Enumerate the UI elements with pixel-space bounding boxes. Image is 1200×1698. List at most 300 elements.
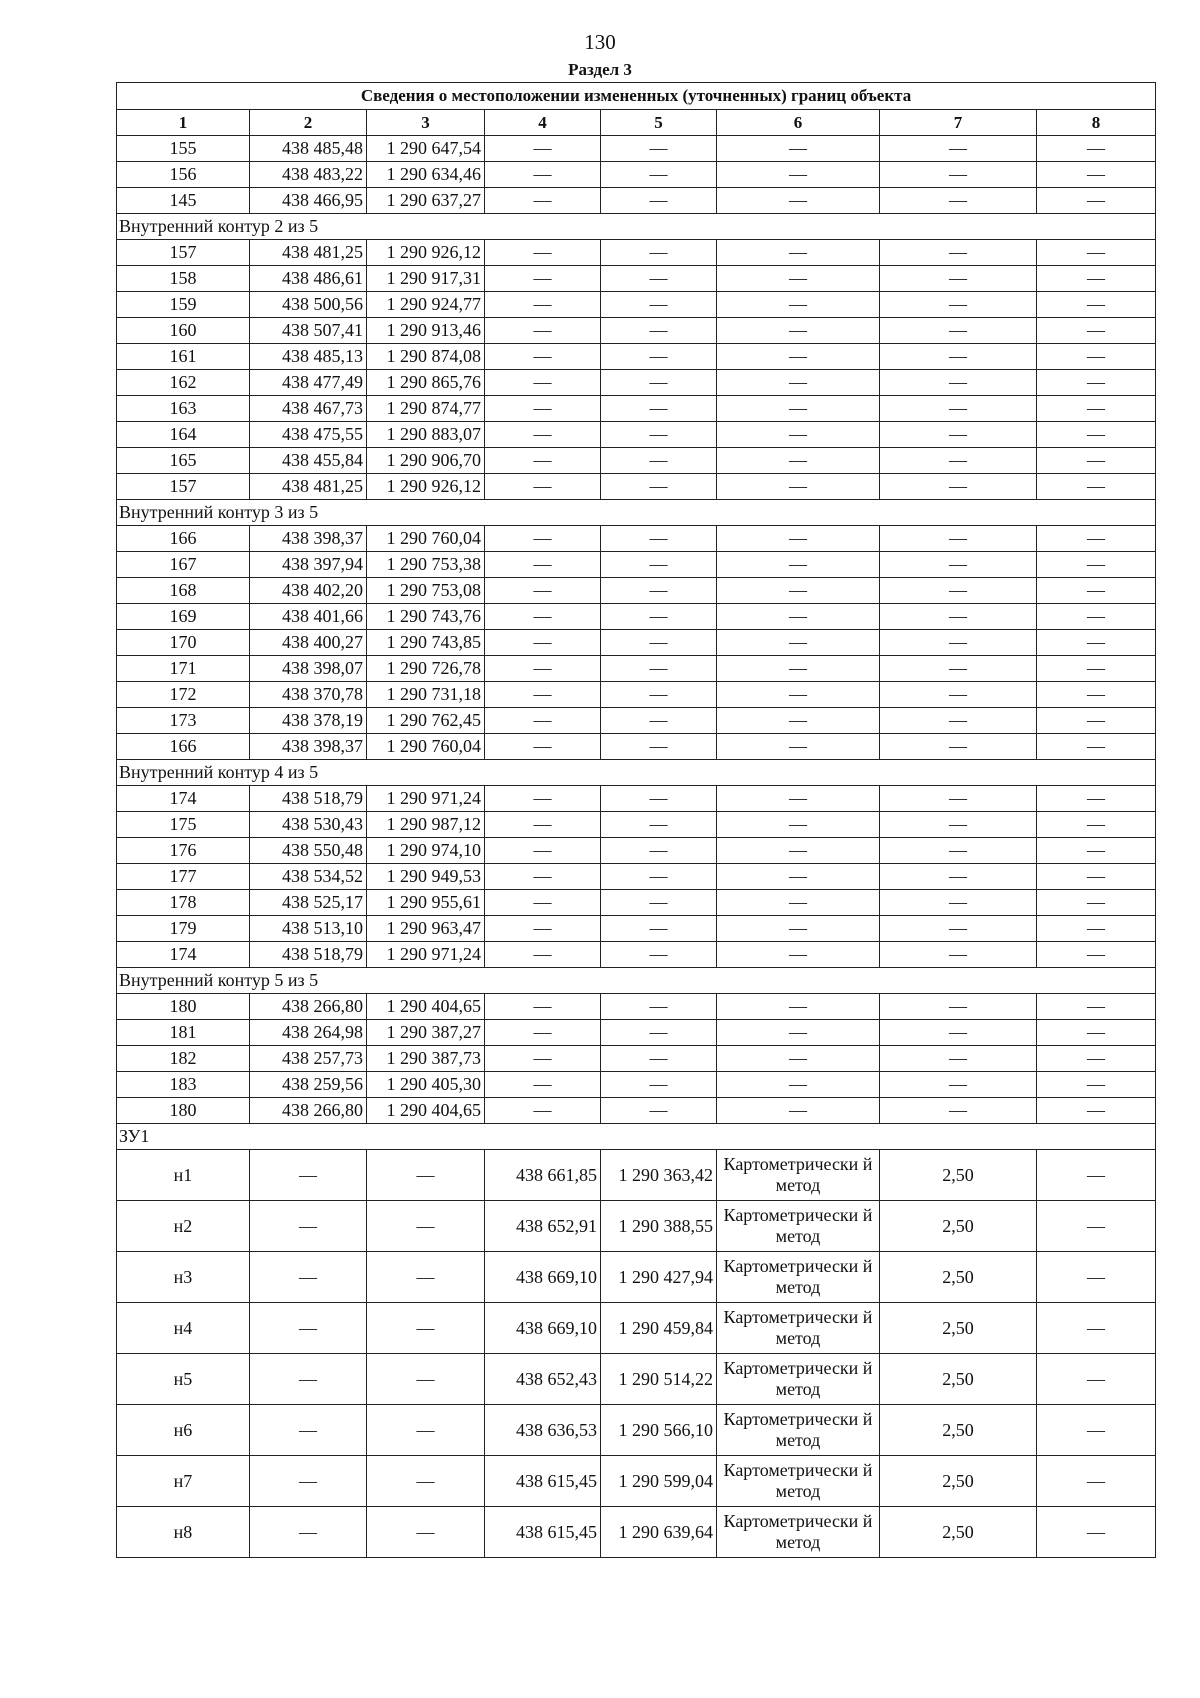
method-cell: — <box>717 916 880 942</box>
method-cell: Картометрически й метод <box>717 1201 880 1252</box>
accuracy-cell: 2,50 <box>880 1507 1037 1558</box>
accuracy-cell: — <box>880 864 1037 890</box>
accuracy-cell: — <box>880 708 1037 734</box>
point-id-cell: 166 <box>117 734 250 760</box>
y-new-coordinate-cell: — <box>601 656 717 682</box>
y-new-coordinate-cell: — <box>601 578 717 604</box>
point-id-cell: 176 <box>117 838 250 864</box>
point-row <box>117 1020 1156 1046</box>
x-new-coordinate-cell: — <box>485 318 601 344</box>
point-id-cell: 169 <box>117 604 250 630</box>
x-coordinate-cell: 438 481,25 <box>250 474 367 500</box>
column-header-6: 6 <box>717 110 880 136</box>
description-cell: — <box>1037 656 1156 682</box>
column-header-row <box>117 110 1156 136</box>
point-row <box>117 838 1156 864</box>
point-row <box>117 864 1156 890</box>
accuracy-cell: 2,50 <box>880 1405 1037 1456</box>
y-coordinate-cell: 1 290 753,08 <box>367 578 485 604</box>
point-id-cell: 164 <box>117 422 250 448</box>
method-cell: — <box>717 136 880 162</box>
accuracy-cell: — <box>880 162 1037 188</box>
contour-label: Внутренний контур 4 из 5 <box>117 760 1156 786</box>
method-cell: — <box>717 292 880 318</box>
contour-header-row <box>117 968 1156 994</box>
table-body <box>117 136 1156 1558</box>
y-new-coordinate-cell: — <box>601 266 717 292</box>
y-new-coordinate-cell: — <box>601 1046 717 1072</box>
y-new-coordinate-cell: — <box>601 318 717 344</box>
y-new-coordinate-cell: — <box>601 708 717 734</box>
x-new-coordinate-cell: 438 661,85 <box>485 1150 601 1201</box>
accuracy-cell: — <box>880 1098 1037 1124</box>
y-new-coordinate-cell: — <box>601 682 717 708</box>
x-new-coordinate-cell: — <box>485 578 601 604</box>
y-coordinate-cell: 1 290 926,12 <box>367 240 485 266</box>
point-row <box>117 318 1156 344</box>
method-cell: — <box>717 162 880 188</box>
point-id-cell: н1 <box>117 1150 250 1201</box>
new-point-row <box>117 1303 1156 1354</box>
method-cell: — <box>717 994 880 1020</box>
y-new-coordinate-cell: — <box>601 890 717 916</box>
description-cell: — <box>1037 552 1156 578</box>
accuracy-cell: — <box>880 318 1037 344</box>
method-cell: Картометрически й метод <box>717 1303 880 1354</box>
y-new-coordinate-cell: — <box>601 240 717 266</box>
x-coordinate-cell: 438 266,80 <box>250 1098 367 1124</box>
y-new-coordinate-cell: 1 290 388,55 <box>601 1201 717 1252</box>
x-coordinate-cell: 438 481,25 <box>250 240 367 266</box>
point-id-cell: 181 <box>117 1020 250 1046</box>
y-new-coordinate-cell: — <box>601 1098 717 1124</box>
page-number: 130 <box>584 30 616 54</box>
accuracy-cell: — <box>880 942 1037 968</box>
accuracy-cell: — <box>880 838 1037 864</box>
description-cell: — <box>1037 526 1156 552</box>
accuracy-cell: — <box>880 1072 1037 1098</box>
description-cell: — <box>1037 1456 1156 1507</box>
method-cell: — <box>717 604 880 630</box>
accuracy-cell: — <box>880 448 1037 474</box>
x-coordinate-cell: — <box>250 1303 367 1354</box>
y-new-coordinate-cell: — <box>601 942 717 968</box>
method-cell: — <box>717 864 880 890</box>
point-id-cell: 173 <box>117 708 250 734</box>
accuracy-cell: — <box>880 474 1037 500</box>
point-row <box>117 708 1156 734</box>
contour-header-row <box>117 214 1156 240</box>
x-coordinate-cell: — <box>250 1456 367 1507</box>
point-id-cell: 174 <box>117 786 250 812</box>
column-header-7: 7 <box>880 110 1037 136</box>
x-new-coordinate-cell: — <box>485 1098 601 1124</box>
y-coordinate-cell: — <box>367 1303 485 1354</box>
method-cell: — <box>717 1098 880 1124</box>
point-id-cell: 155 <box>117 136 250 162</box>
point-id-cell: н6 <box>117 1405 250 1456</box>
y-new-coordinate-cell: — <box>601 162 717 188</box>
description-cell: — <box>1037 266 1156 292</box>
x-new-coordinate-cell: 438 669,10 <box>485 1252 601 1303</box>
x-new-coordinate-cell: — <box>485 942 601 968</box>
point-id-cell: 175 <box>117 812 250 838</box>
y-coordinate-cell: 1 290 760,04 <box>367 734 485 760</box>
x-coordinate-cell: 438 485,13 <box>250 344 367 370</box>
description-cell: — <box>1037 1150 1156 1201</box>
x-coordinate-cell: — <box>250 1150 367 1201</box>
point-row <box>117 474 1156 500</box>
accuracy-cell: — <box>880 396 1037 422</box>
y-new-coordinate-cell: 1 290 514,22 <box>601 1354 717 1405</box>
accuracy-cell: — <box>880 578 1037 604</box>
y-coordinate-cell: 1 290 974,10 <box>367 838 485 864</box>
method-cell: — <box>717 786 880 812</box>
y-new-coordinate-cell: — <box>601 1020 717 1046</box>
column-header-2: 2 <box>250 110 367 136</box>
x-new-coordinate-cell: — <box>485 916 601 942</box>
description-cell: — <box>1037 812 1156 838</box>
x-new-coordinate-cell: — <box>485 994 601 1020</box>
contour-header-row <box>117 1124 1156 1150</box>
point-id-cell: 157 <box>117 474 250 500</box>
y-new-coordinate-cell: — <box>601 812 717 838</box>
accuracy-cell: — <box>880 994 1037 1020</box>
method-cell: Картометрически й метод <box>717 1405 880 1456</box>
x-new-coordinate-cell: — <box>485 890 601 916</box>
accuracy-cell: — <box>880 188 1037 214</box>
y-new-coordinate-cell: — <box>601 838 717 864</box>
x-coordinate-cell: 438 378,19 <box>250 708 367 734</box>
y-coordinate-cell: — <box>367 1507 485 1558</box>
description-cell: — <box>1037 136 1156 162</box>
boundary-coordinates-table <box>116 82 1156 1558</box>
y-coordinate-cell: 1 290 731,18 <box>367 682 485 708</box>
y-new-coordinate-cell: — <box>601 188 717 214</box>
y-new-coordinate-cell: — <box>601 396 717 422</box>
y-new-coordinate-cell: — <box>601 864 717 890</box>
new-point-row <box>117 1201 1156 1252</box>
point-id-cell: 170 <box>117 630 250 656</box>
y-coordinate-cell: 1 290 726,78 <box>367 656 485 682</box>
point-row <box>117 604 1156 630</box>
method-cell: — <box>717 1072 880 1098</box>
y-coordinate-cell: 1 290 762,45 <box>367 708 485 734</box>
new-point-row <box>117 1405 1156 1456</box>
point-id-cell: 161 <box>117 344 250 370</box>
point-id-cell: 174 <box>117 942 250 968</box>
y-coordinate-cell: 1 290 926,12 <box>367 474 485 500</box>
x-coordinate-cell: 438 486,61 <box>250 266 367 292</box>
y-coordinate-cell: 1 290 404,65 <box>367 1098 485 1124</box>
description-cell: — <box>1037 994 1156 1020</box>
y-coordinate-cell: 1 290 387,73 <box>367 1046 485 1072</box>
accuracy-cell: 2,50 <box>880 1150 1037 1201</box>
description-cell: — <box>1037 786 1156 812</box>
method-cell: — <box>717 370 880 396</box>
point-row <box>117 1046 1156 1072</box>
description-cell: — <box>1037 1046 1156 1072</box>
accuracy-cell: — <box>880 916 1037 942</box>
accuracy-cell: — <box>880 266 1037 292</box>
y-coordinate-cell: 1 290 743,76 <box>367 604 485 630</box>
point-row <box>117 916 1156 942</box>
x-new-coordinate-cell: 438 615,45 <box>485 1456 601 1507</box>
y-coordinate-cell: 1 290 924,77 <box>367 292 485 318</box>
point-id-cell: 177 <box>117 864 250 890</box>
description-cell: — <box>1037 578 1156 604</box>
method-cell: — <box>717 448 880 474</box>
y-new-coordinate-cell: — <box>601 630 717 656</box>
y-new-coordinate-cell: — <box>601 344 717 370</box>
point-row <box>117 734 1156 760</box>
method-cell: — <box>717 266 880 292</box>
point-id-cell: 168 <box>117 578 250 604</box>
x-coordinate-cell: 438 266,80 <box>250 994 367 1020</box>
accuracy-cell: — <box>880 812 1037 838</box>
description-cell: — <box>1037 240 1156 266</box>
new-point-row <box>117 1354 1156 1405</box>
x-coordinate-cell: 438 398,37 <box>250 734 367 760</box>
method-cell: — <box>717 630 880 656</box>
column-header-8: 8 <box>1037 110 1156 136</box>
method-cell: — <box>717 526 880 552</box>
method-cell: — <box>717 188 880 214</box>
point-id-cell: н7 <box>117 1456 250 1507</box>
point-id-cell: 160 <box>117 318 250 344</box>
x-coordinate-cell: 438 400,27 <box>250 630 367 656</box>
y-new-coordinate-cell: 1 290 427,94 <box>601 1252 717 1303</box>
method-cell: — <box>717 890 880 916</box>
x-new-coordinate-cell: — <box>485 630 601 656</box>
point-id-cell: 183 <box>117 1072 250 1098</box>
x-new-coordinate-cell: — <box>485 682 601 708</box>
point-id-cell: 145 <box>117 188 250 214</box>
x-coordinate-cell: 438 550,48 <box>250 838 367 864</box>
point-row <box>117 136 1156 162</box>
method-cell: — <box>717 552 880 578</box>
method-cell: — <box>717 838 880 864</box>
point-id-cell: н3 <box>117 1252 250 1303</box>
y-new-coordinate-cell: — <box>601 474 717 500</box>
x-coordinate-cell: 438 534,52 <box>250 864 367 890</box>
accuracy-cell: — <box>880 1020 1037 1046</box>
point-row <box>117 448 1156 474</box>
description-cell: — <box>1037 682 1156 708</box>
x-new-coordinate-cell: — <box>485 136 601 162</box>
x-new-coordinate-cell: — <box>485 162 601 188</box>
point-row <box>117 292 1156 318</box>
x-new-coordinate-cell: — <box>485 526 601 552</box>
y-new-coordinate-cell: — <box>601 786 717 812</box>
x-coordinate-cell: — <box>250 1252 367 1303</box>
point-row <box>117 240 1156 266</box>
x-new-coordinate-cell: — <box>485 474 601 500</box>
contour-label: Внутренний контур 2 из 5 <box>117 214 1156 240</box>
accuracy-cell: — <box>880 1046 1037 1072</box>
method-cell: Картометрически й метод <box>717 1150 880 1201</box>
method-cell: — <box>717 708 880 734</box>
x-new-coordinate-cell: 438 615,45 <box>485 1507 601 1558</box>
method-cell: Картометрически й метод <box>717 1456 880 1507</box>
point-id-cell: н5 <box>117 1354 250 1405</box>
x-coordinate-cell: 438 467,73 <box>250 396 367 422</box>
x-new-coordinate-cell: — <box>485 344 601 370</box>
y-coordinate-cell: 1 290 743,85 <box>367 630 485 656</box>
accuracy-cell: — <box>880 370 1037 396</box>
accuracy-cell: 2,50 <box>880 1252 1037 1303</box>
accuracy-cell: — <box>880 786 1037 812</box>
x-coordinate-cell: 438 518,79 <box>250 786 367 812</box>
description-cell: — <box>1037 188 1156 214</box>
method-cell: — <box>717 422 880 448</box>
description-cell: — <box>1037 162 1156 188</box>
y-coordinate-cell: 1 290 906,70 <box>367 448 485 474</box>
method-cell: — <box>717 240 880 266</box>
x-new-coordinate-cell: — <box>485 422 601 448</box>
accuracy-cell: — <box>880 422 1037 448</box>
new-point-row <box>117 1456 1156 1507</box>
accuracy-cell: — <box>880 734 1037 760</box>
description-cell: — <box>1037 422 1156 448</box>
y-coordinate-cell: 1 290 387,27 <box>367 1020 485 1046</box>
point-id-cell: 172 <box>117 682 250 708</box>
point-id-cell: н4 <box>117 1303 250 1354</box>
point-row <box>117 942 1156 968</box>
method-cell: — <box>717 656 880 682</box>
column-header-5: 5 <box>601 110 717 136</box>
method-cell: — <box>717 1020 880 1046</box>
x-coordinate-cell: 438 398,37 <box>250 526 367 552</box>
point-row <box>117 630 1156 656</box>
y-coordinate-cell: 1 290 987,12 <box>367 812 485 838</box>
contour-header-row <box>117 500 1156 526</box>
y-coordinate-cell: 1 290 637,27 <box>367 188 485 214</box>
method-cell: — <box>717 578 880 604</box>
point-row <box>117 1072 1156 1098</box>
section-title: Раздел 3 <box>568 60 632 79</box>
y-coordinate-cell: — <box>367 1354 485 1405</box>
y-coordinate-cell: 1 290 760,04 <box>367 526 485 552</box>
point-id-cell: 162 <box>117 370 250 396</box>
x-coordinate-cell: 438 485,48 <box>250 136 367 162</box>
y-new-coordinate-cell: 1 290 459,84 <box>601 1303 717 1354</box>
description-cell: — <box>1037 344 1156 370</box>
new-point-row <box>117 1252 1156 1303</box>
point-id-cell: н8 <box>117 1507 250 1558</box>
y-new-coordinate-cell: — <box>601 370 717 396</box>
y-new-coordinate-cell: — <box>601 448 717 474</box>
accuracy-cell: — <box>880 136 1037 162</box>
accuracy-cell: — <box>880 240 1037 266</box>
description-cell: — <box>1037 838 1156 864</box>
x-new-coordinate-cell: — <box>485 292 601 318</box>
description-cell: — <box>1037 942 1156 968</box>
contour-label: ЗУ1 <box>117 1124 1156 1150</box>
description-cell: — <box>1037 1405 1156 1456</box>
y-coordinate-cell: 1 290 949,53 <box>367 864 485 890</box>
accuracy-cell: — <box>880 656 1037 682</box>
description-cell: — <box>1037 1072 1156 1098</box>
y-coordinate-cell: — <box>367 1405 485 1456</box>
method-cell: Картометрически й метод <box>717 1507 880 1558</box>
y-coordinate-cell: 1 290 647,54 <box>367 136 485 162</box>
y-coordinate-cell: 1 290 955,61 <box>367 890 485 916</box>
y-new-coordinate-cell: — <box>601 1072 717 1098</box>
x-coordinate-cell: 438 397,94 <box>250 552 367 578</box>
point-id-cell: 163 <box>117 396 250 422</box>
new-point-row <box>117 1150 1156 1201</box>
x-coordinate-cell: 438 525,17 <box>250 890 367 916</box>
y-new-coordinate-cell: — <box>601 422 717 448</box>
column-header-4: 4 <box>485 110 601 136</box>
y-new-coordinate-cell: 1 290 599,04 <box>601 1456 717 1507</box>
accuracy-cell: — <box>880 552 1037 578</box>
y-new-coordinate-cell: — <box>601 994 717 1020</box>
description-cell: — <box>1037 890 1156 916</box>
method-cell: — <box>717 682 880 708</box>
y-coordinate-cell: 1 290 971,24 <box>367 786 485 812</box>
x-coordinate-cell: 438 259,56 <box>250 1072 367 1098</box>
x-new-coordinate-cell: 438 636,53 <box>485 1405 601 1456</box>
description-cell: — <box>1037 474 1156 500</box>
y-coordinate-cell: 1 290 913,46 <box>367 318 485 344</box>
x-new-coordinate-cell: — <box>485 708 601 734</box>
description-cell: — <box>1037 448 1156 474</box>
y-coordinate-cell: 1 290 404,65 <box>367 994 485 1020</box>
description-cell: — <box>1037 318 1156 344</box>
description-cell: — <box>1037 630 1156 656</box>
y-coordinate-cell: 1 290 405,30 <box>367 1072 485 1098</box>
point-row <box>117 422 1156 448</box>
point-id-cell: 180 <box>117 1098 250 1124</box>
y-coordinate-cell: — <box>367 1252 485 1303</box>
x-new-coordinate-cell: — <box>485 734 601 760</box>
accuracy-cell: — <box>880 604 1037 630</box>
y-new-coordinate-cell: 1 290 566,10 <box>601 1405 717 1456</box>
y-new-coordinate-cell: 1 290 363,42 <box>601 1150 717 1201</box>
y-coordinate-cell: 1 290 963,47 <box>367 916 485 942</box>
point-id-cell: 171 <box>117 656 250 682</box>
description-cell: — <box>1037 292 1156 318</box>
point-row <box>117 656 1156 682</box>
y-coordinate-cell: 1 290 865,76 <box>367 370 485 396</box>
column-header-1: 1 <box>117 110 250 136</box>
point-row <box>117 370 1156 396</box>
description-cell: — <box>1037 604 1156 630</box>
y-coordinate-cell: 1 290 883,07 <box>367 422 485 448</box>
x-new-coordinate-cell: — <box>485 812 601 838</box>
description-cell: — <box>1037 708 1156 734</box>
y-new-coordinate-cell: — <box>601 292 717 318</box>
x-coordinate-cell: 438 518,79 <box>250 942 367 968</box>
x-new-coordinate-cell: 438 652,43 <box>485 1354 601 1405</box>
method-cell: Картометрически й метод <box>717 1354 880 1405</box>
point-id-cell: 178 <box>117 890 250 916</box>
y-new-coordinate-cell: — <box>601 734 717 760</box>
description-cell: — <box>1037 396 1156 422</box>
x-new-coordinate-cell: — <box>485 240 601 266</box>
y-coordinate-cell: 1 290 753,38 <box>367 552 485 578</box>
x-coordinate-cell: 438 477,49 <box>250 370 367 396</box>
column-header-3: 3 <box>367 110 485 136</box>
x-coordinate-cell: 438 483,22 <box>250 162 367 188</box>
point-id-cell: 167 <box>117 552 250 578</box>
point-row <box>117 786 1156 812</box>
accuracy-cell: — <box>880 890 1037 916</box>
description-cell: — <box>1037 916 1156 942</box>
x-coordinate-cell: — <box>250 1354 367 1405</box>
